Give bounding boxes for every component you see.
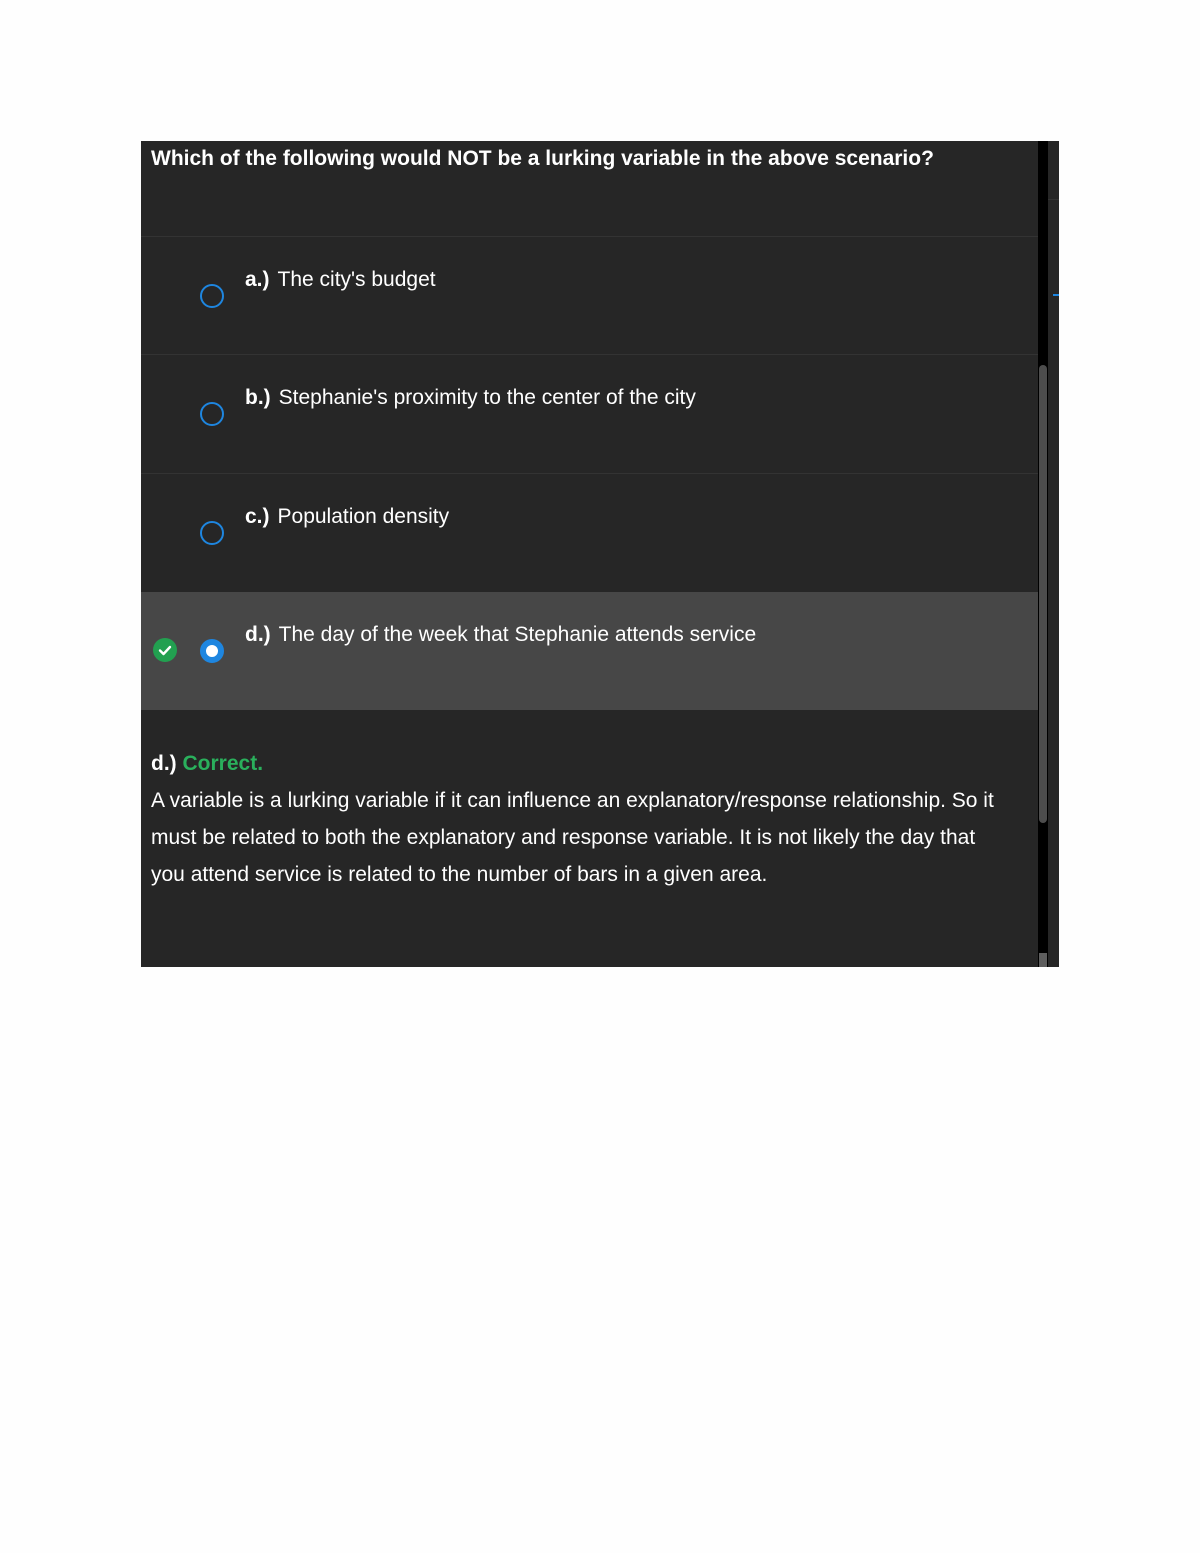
choice-letter: a.) [245,268,270,291]
choice-label [245,622,756,648]
radio-button-icon[interactable] [200,284,224,308]
scrollbar-thumb[interactable] [1039,365,1047,823]
radio-button-selected-icon[interactable] [200,639,224,663]
radio-button-icon[interactable] [200,521,224,545]
choice-label [245,267,436,293]
feedback [151,745,1011,893]
choice-letter: d.) [245,623,271,646]
divider [1048,199,1059,200]
feedback-letter: d.) [151,752,177,775]
scrollbar-end [1039,953,1047,967]
feedback-explanation: A variable is a lurking variable if it can influence an explanatory/response relationship. So it must be related to both the explanatory and response variable. It is not likely the day that you attend service is related to the number of bars in a given area. [151,789,994,886]
choice-text: The city's budget [277,268,436,291]
edge-marker [1053,294,1059,296]
choice-text: The day of the week that Stephanie attends service [278,623,757,646]
choice-a[interactable] [141,236,1041,354]
choice-label [245,385,696,411]
feedback-heading [151,745,1011,782]
choice-label [245,504,449,530]
radio-button-icon[interactable] [200,402,224,426]
question-text: Which of the following would NOT be a lurking variable in the above scenario? [151,147,934,170]
choice-text: Population density [277,505,450,528]
quiz-panel [141,141,1059,967]
check-circle-icon [153,638,177,662]
choice-letter: b.) [245,386,271,409]
choice-b[interactable] [141,354,1041,472]
correct-label: Correct. [182,752,264,775]
choice-text: Stephanie's proximity to the center of the city [278,386,696,409]
choice-letter: c.) [245,505,270,528]
choice-c[interactable] [141,473,1041,591]
choice-d[interactable] [141,592,1041,710]
